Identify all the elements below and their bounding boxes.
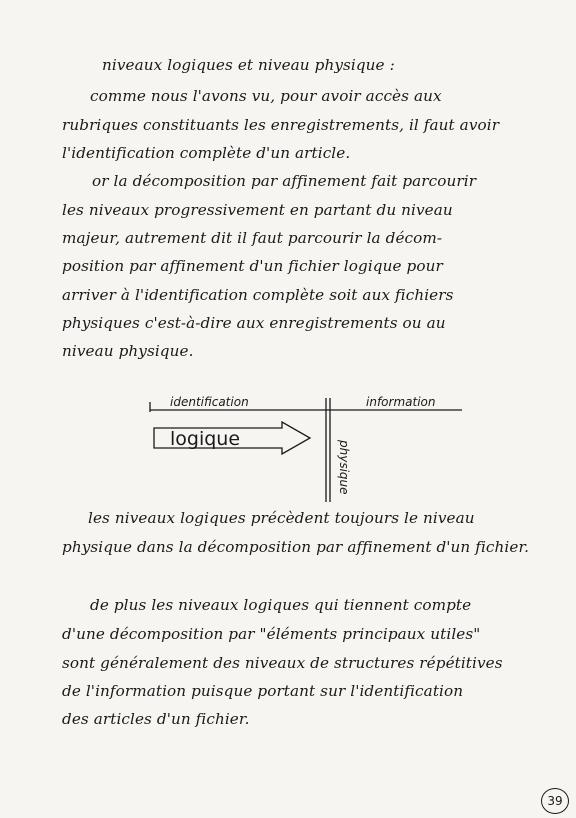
section-heading: niveaux logiques et niveau physique :: [102, 56, 395, 74]
page-number: 39: [541, 788, 569, 814]
paragraph-4-line-3: sont généralement des niveaux de structures répétitives: [62, 654, 503, 672]
paragraph-2-line-6: physiques c'est-à-dire aux enregistrements ou au: [62, 314, 446, 332]
information-label: information: [366, 395, 436, 409]
paragraph-2-line-4: position par affinement d'un fichier logique pour: [62, 257, 443, 275]
paragraph-2-line-7: niveau physique.: [62, 342, 194, 360]
paragraph-1-line-3: l'identification complète d'un article.: [62, 144, 351, 162]
paragraph-1-line-2: rubriques constituants les enregistrements, il faut avoir: [62, 116, 500, 134]
identification-label: identification: [170, 395, 249, 409]
paragraph-2-line-2: les niveaux progressivement en partant du niveau: [62, 201, 453, 219]
paragraph-2-line-1: or la décomposition par affinement fait parcourir: [92, 172, 477, 190]
paragraph-1-line-1: comme nous l'avons vu, pour avoir accès aux: [90, 87, 442, 105]
paragraph-3-line-2: physique dans la décomposition par affinement d'un fichier.: [62, 538, 530, 556]
paragraph-4-line-2: d'une décomposition par "éléments principaux utiles": [62, 625, 481, 643]
paragraph-4-line-4: de l'information puisque portant sur l'identification: [62, 682, 464, 700]
logique-label: logique: [170, 428, 241, 450]
paragraph-4-line-5: des articles d'un fichier.: [62, 710, 250, 728]
paragraph-3-line-1: les niveaux logiques précèdent toujours le niveau: [88, 509, 475, 527]
paragraph-4-line-1: de plus les niveaux logiques qui tiennent compte: [90, 596, 472, 614]
paragraph-2-line-3: majeur, autrement dit il faut parcourir la décom-: [62, 229, 443, 247]
physique-label: physique: [337, 440, 351, 495]
paragraph-2-line-5: arriver à l'identification complète soit aux fichiers: [62, 286, 454, 304]
